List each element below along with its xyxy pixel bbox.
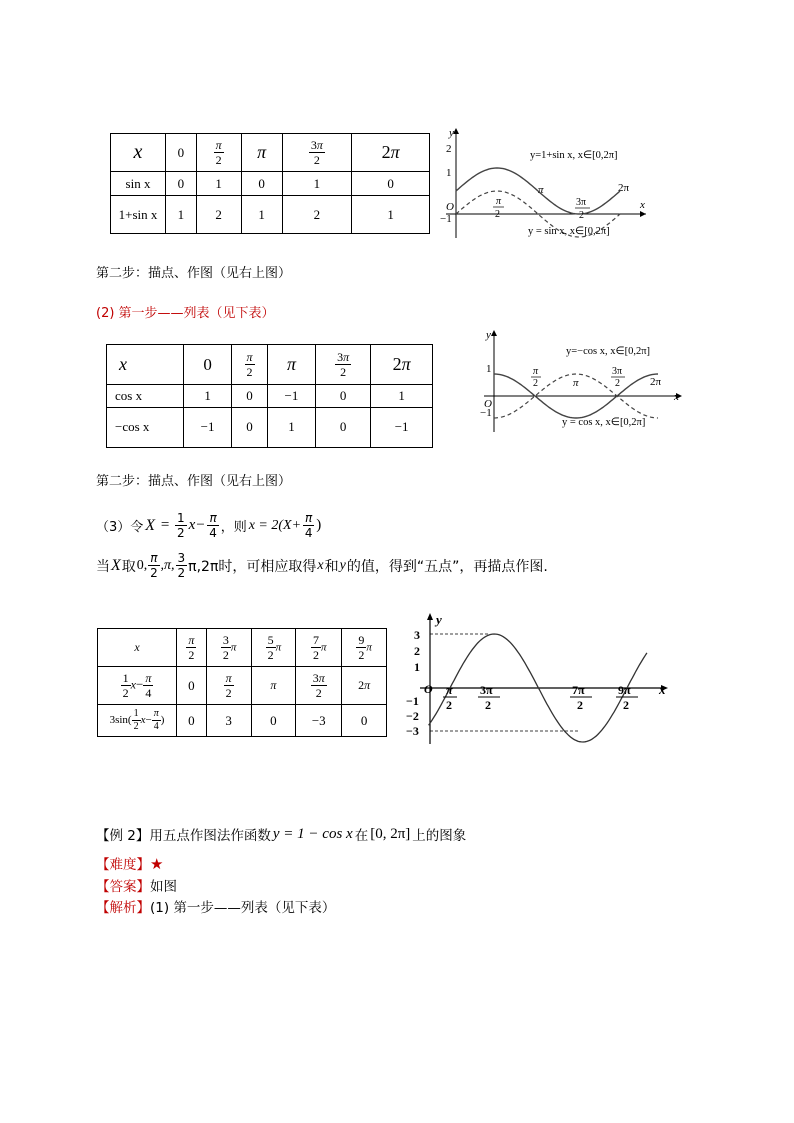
var-x: x <box>317 557 324 573</box>
cell: 2 <box>196 196 241 234</box>
cell: 1 <box>352 196 430 234</box>
cell: 0 <box>166 172 197 196</box>
table-head: 2π <box>371 345 433 385</box>
equals: = <box>157 517 174 533</box>
table-head: $\frac{\pi}{2}$ <box>177 629 207 667</box>
step-2-text-b: 第二步：描点、作图（见右上图） <box>96 474 292 489</box>
cell: π <box>251 667 296 705</box>
curve-label-bottom: y = cos x, x∈[0,2π] <box>562 417 646 428</box>
xtick-den: 2 <box>577 698 583 712</box>
y-axis-arrow <box>453 128 459 134</box>
table-head: $\frac{3}{2}$ π <box>206 629 251 667</box>
analysis-tag: 【解析】 <box>96 900 150 916</box>
cell: 3 <box>206 705 251 737</box>
star-icon: ★ <box>150 855 164 873</box>
table-head: π <box>241 134 282 172</box>
table-head-x: x <box>107 345 184 385</box>
table-head: $\frac{7}{2}$ π <box>296 629 342 667</box>
xtick-num: 9π <box>618 683 631 697</box>
cell: $\frac{3\pi}{2}$ <box>296 667 342 705</box>
ytick: 2 <box>414 644 420 658</box>
origin-label: O <box>446 201 454 213</box>
ytick-1: 1 <box>446 167 452 179</box>
cell: 0 <box>342 705 387 737</box>
example-formula: y = 1 − cos x <box>272 825 353 842</box>
table-head: $\frac{3\pi}{2}$ <box>282 134 352 172</box>
table-3sin <box>97 628 387 737</box>
answer-line <box>96 875 177 895</box>
row-label: 1+sin x <box>111 196 166 234</box>
xtick-num: π <box>446 683 453 697</box>
table-sin <box>110 133 430 234</box>
table-head: 0 <box>184 345 232 385</box>
xtick-pi-half-den: 2 <box>533 378 538 389</box>
y-axis-arrow <box>427 613 433 620</box>
table-head: $\frac{5}{2}$ π <box>251 629 296 667</box>
table-head: 0 <box>166 134 197 172</box>
origin-label: O <box>484 398 492 410</box>
row-label: $\frac{1}{2}$ x− $\frac{\pi}{4}$ <box>98 667 177 705</box>
step-2-text-a: 第二步：描点、作图（见右上图） <box>96 266 292 281</box>
expr-x-minus: x− <box>188 517 206 533</box>
part-3-line-1 <box>96 512 321 539</box>
close-paren: ) <box>316 517 322 533</box>
table-head: $\frac{\pi}{2}$ <box>232 345 268 385</box>
example-interval: [0, 2π] <box>370 825 411 842</box>
var-y: y <box>339 557 346 573</box>
frac-pi-4: $\frac{\pi}{4}$ <box>209 511 217 540</box>
curve-label-top: y=1+sin x, x∈[0,2π] <box>530 150 618 161</box>
table-head: $\frac{3\pi}{2}$ <box>316 345 371 385</box>
ytick-neg1: −1 <box>480 407 492 419</box>
cell: −1 <box>184 407 232 447</box>
cell: 0 <box>177 667 207 705</box>
text: 的值，得到“五点”，再描点作图. <box>346 558 548 575</box>
cell: −1 <box>371 407 433 447</box>
ytick: −1 <box>406 694 419 708</box>
ytick-2: 2 <box>446 143 452 155</box>
x-label: x <box>640 199 645 211</box>
table-head: π <box>267 345 315 385</box>
ytick: −3 <box>406 724 419 738</box>
cell: 1 <box>241 196 282 234</box>
xtick-3pi-half-den: 2 <box>579 210 584 221</box>
example-text: 在 <box>354 828 369 844</box>
cell: 2 <box>282 196 352 234</box>
row-label: cos x <box>107 385 184 407</box>
xtick-3pi-half-num: 3π <box>576 197 587 208</box>
cell: −3 <box>296 705 342 737</box>
cell: 1 <box>184 385 232 407</box>
x-label: x <box>674 391 679 403</box>
cell: 2π <box>342 667 387 705</box>
cell: 0 <box>251 705 296 737</box>
row-label: 3sin( $\frac{1}{2}$ x− $\frac{\pi}{4}$ ) <box>98 705 177 737</box>
var-X: X <box>111 556 121 574</box>
xtick-2pi: 2π <box>650 376 662 388</box>
table-head: $\frac{9}{2}$ π <box>342 629 387 667</box>
xtick-den: 2 <box>623 698 629 712</box>
part-3-line-2 <box>96 552 548 579</box>
expr-x-eq: x = 2(X+ <box>248 517 302 533</box>
example-text: 用五点作图法作函数 <box>149 828 271 844</box>
ytick: 3 <box>414 628 420 642</box>
x-label: x <box>659 682 666 697</box>
curve-label-bottom: y = sin x, x∈[0,2π] <box>528 226 610 237</box>
cell: 1 <box>371 385 433 407</box>
xtick-num: 3π <box>480 683 493 697</box>
xtick-pi: π <box>573 377 579 389</box>
math: 0, <box>136 557 148 573</box>
xtick-3pi-half-num: 3π <box>612 366 623 377</box>
ytick-neg1: −1 <box>440 213 452 225</box>
ytick: 1 <box>414 660 420 674</box>
cell: −1 <box>267 385 315 407</box>
xtick-pi-half-den: 2 <box>495 209 500 220</box>
graph-3sin <box>404 608 674 746</box>
math: ,π, <box>160 557 175 573</box>
cell: 1 <box>196 172 241 196</box>
xtick-2pi: 2π <box>618 182 630 194</box>
y-label: y <box>436 612 442 627</box>
difficulty-tag: 【难度】 <box>96 857 150 873</box>
row-label: sin x <box>111 172 166 196</box>
cell: 0 <box>316 407 371 447</box>
cell: 0 <box>232 385 268 407</box>
frac-half: $\frac{1}{2}$ <box>177 511 185 540</box>
xtick-num: 7π <box>572 683 585 697</box>
cell: 0 <box>352 172 430 196</box>
ytick: −2 <box>406 709 419 723</box>
analysis-line <box>96 896 335 916</box>
xtick-pi: π <box>538 184 544 196</box>
example-2-line <box>96 824 466 844</box>
table-head: 2π <box>352 134 430 172</box>
cell: 0 <box>232 407 268 447</box>
example-tag: 【例 2】 <box>96 828 150 844</box>
table-cos <box>106 344 433 448</box>
analysis-text: (1) 第一步——列表（见下表） <box>150 900 336 916</box>
frac-pi-2: $\frac{\pi}{2}$ <box>150 551 158 580</box>
y-label: y <box>486 329 491 341</box>
cell: 0 <box>316 385 371 407</box>
ytick-1: 1 <box>486 363 492 375</box>
text: 当 <box>96 558 110 575</box>
cell: 1 <box>166 196 197 234</box>
frac-pi-4: $\frac{\pi}{4}$ <box>304 511 313 540</box>
text: 取 <box>121 558 136 575</box>
frac-3-2: $\frac{3}{2}$ <box>177 551 186 580</box>
xtick-den: 2 <box>485 698 491 712</box>
y-axis-arrow <box>491 330 497 336</box>
cell: 1 <box>282 172 352 196</box>
xtick-pi-half-num: π <box>533 366 539 377</box>
x-axis-arrow <box>640 211 646 217</box>
y-label: y <box>449 127 454 139</box>
cell: 0 <box>177 705 207 737</box>
xtick-pi-half-num: π <box>496 196 502 207</box>
table-head-x: x <box>98 629 177 667</box>
cell: 0 <box>241 172 282 196</box>
answer-tag: 【答案】 <box>96 879 150 895</box>
cell: $\frac{\pi}{2}$ <box>206 667 251 705</box>
row-label: −cos x <box>107 407 184 447</box>
comma-then: ，则 <box>220 520 247 535</box>
text: π,2π时，可相应取得 <box>188 558 317 575</box>
xtick-3pi-half-den: 2 <box>615 378 620 389</box>
text: 和 <box>324 558 339 575</box>
table-head: $\frac{\pi}{2}$ <box>196 134 241 172</box>
part-3-prefix: （3）令 <box>96 520 144 535</box>
part-2-heading: (2) 第一步——列表（见下表） <box>96 306 275 321</box>
cell: 1 <box>267 407 315 447</box>
origin-label: O <box>424 682 433 696</box>
example-text: 上的图象 <box>412 828 467 844</box>
difficulty-line <box>96 853 163 873</box>
answer-text: 如图 <box>150 879 177 895</box>
table-head-x: x <box>111 134 166 172</box>
graph-sin <box>436 124 652 240</box>
xtick-den: 2 <box>446 698 452 712</box>
var-X: X <box>145 516 156 534</box>
curve-label-top: y=−cos x, x∈[0,2π] <box>566 346 651 357</box>
graph-cos <box>476 326 686 434</box>
